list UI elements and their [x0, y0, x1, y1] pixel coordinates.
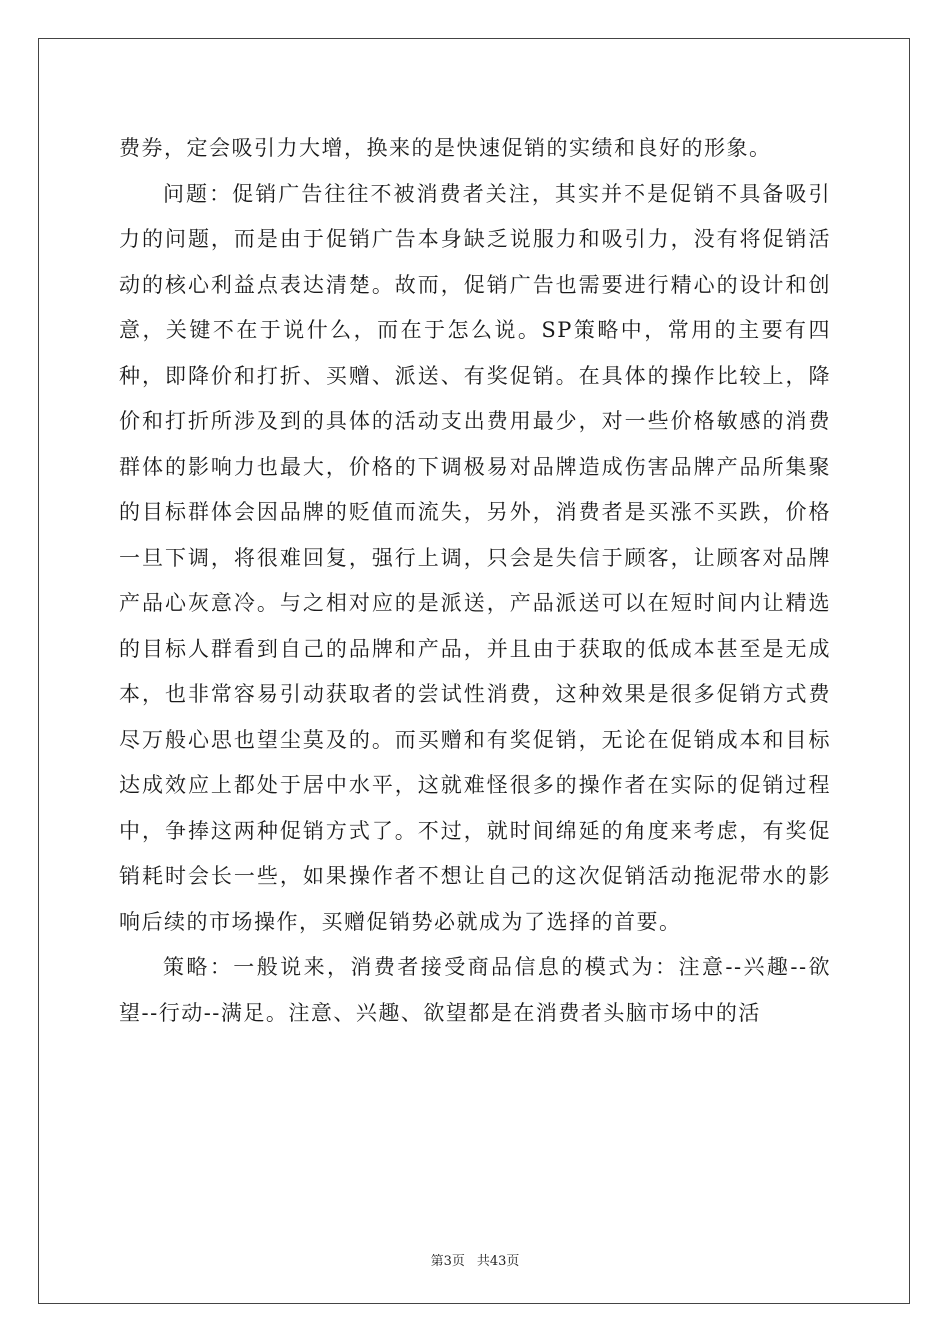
document-body [119, 126, 831, 1036]
paragraph-continuation: 费券，定会吸引力大增，换来的是快速促销的实绩和良好的形象。 [119, 136, 772, 160]
page-total: 共43页 [476, 1254, 520, 1269]
paragraph-problem: 问题：促销广告往往不被消费者关注，其实并不是促销不具备吸引力的问题，而是由于促销广告本身缺乏说服力和吸引力，没有将促销活动的核心利益点表达清楚。故而，促销广告也需要进行精心的设计和创意，关键不在于说什么，而在于怎么说。SP策略中，常用的主要有四种，即降价和打折、买赠、派送、有奖促销。在具体的操作比较上，降价和打折所涉及到的具体的活动支出费用最少，对一些价格敏感的消费群体的影响力也最大，价格的下调极易对品牌造成伤害品牌产品所集聚的目标群体会因品牌的贬值而流失，另外，消费者是买涨不买跌，价格一旦下调，将很难回复，强行上调，只会是失信于顾客，让顾客对品牌产品心灰意冷。与之相对应的是派送，产品派送可以在短时间内让精选的目标人群看到自己的品牌和产品，并且由于获取的低成本甚至是无成本，也非常容易引动获取者的尝试性消费，这种效果是很多促销方式费尽万般心思也望尘莫及的。而买赠和有奖促销，无论在促销成本和目标达成效应上都处于居中水平，这就难怪很多的操作者在实际的促销过程中，争捧这两种促销方式了。不过，就时间绵延的角度来考虑，有奖促销耗时会长一些，如果操作者不想让自己的这次促销活动拖泥带水的影响后续的市场操作，买赠促销势必就成为了选择的首要。 [119, 181, 831, 934]
paragraph-strategy: 策略：一般说来，消费者接受商品信息的模式为：注意--兴趣--欲望--行动--满足。注意、兴趣、欲望都是在消费者头脑市场中的活 [119, 955, 831, 1025]
page-number: 第3页 [430, 1254, 465, 1269]
page-footer [0, 1250, 950, 1269]
